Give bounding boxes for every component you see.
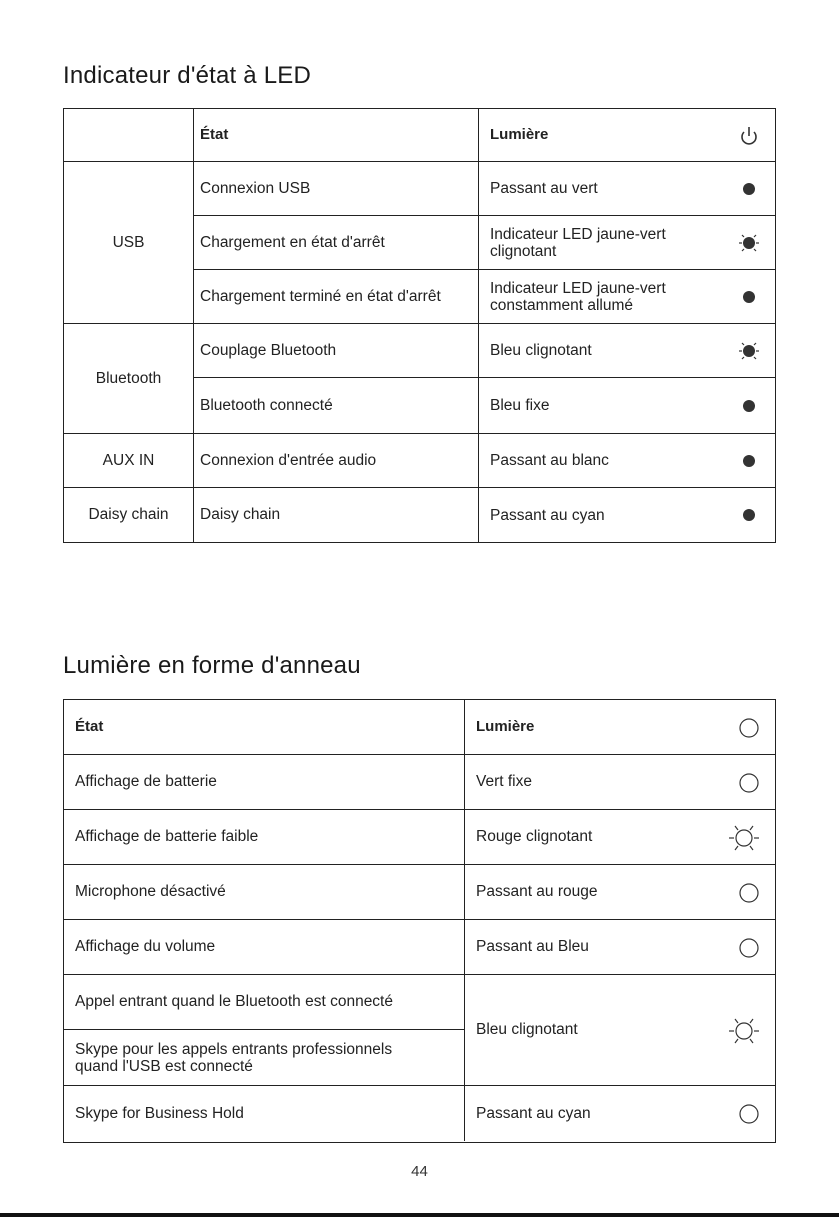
light-cell: Passant au cyan <box>476 1104 591 1122</box>
light-cell: Passant au Bleu <box>465 920 775 975</box>
state-cell: Connexion d'entrée audio <box>194 434 479 488</box>
solid-dot-icon <box>742 454 756 473</box>
solid-dot-icon <box>742 290 756 309</box>
light-cell: Passant au blanc <box>479 434 775 488</box>
state-cell: Daisy chain <box>194 488 479 542</box>
state-cell: Skype for Business Hold <box>64 1086 465 1141</box>
light-cell: Indicateur LED jaune-vert clignotant <box>479 216 775 270</box>
light-cell: Rouge clignotant <box>465 810 775 865</box>
state-cell: Chargement en état d'arrêt <box>194 216 479 270</box>
light-cell: Bleu fixe <box>479 378 775 434</box>
light-cell: Indicateur LED jaune-vert constamment allumé <box>479 270 775 324</box>
ring-section-title: Lumière en forme d'anneau <box>63 652 361 679</box>
solid-dot-icon <box>742 182 756 201</box>
light-cell: Bleu clignotant <box>465 975 775 1086</box>
light-cell: Passant au rouge <box>465 865 775 920</box>
ring-icon <box>738 882 760 909</box>
group-label: AUX IN <box>64 434 194 488</box>
group-label: Daisy chain <box>64 488 194 542</box>
blinking-dot-icon <box>735 232 763 259</box>
led-section-title: Indicateur d'état à LED <box>63 62 311 89</box>
group-label: USB <box>64 162 194 324</box>
state-cell: Connexion USB <box>194 162 479 216</box>
light-cell: Bleu clignotant <box>479 324 775 378</box>
ring-icon <box>738 1103 760 1130</box>
solid-dot-icon <box>742 399 756 418</box>
ring-icon <box>738 717 760 744</box>
state-cell: Affichage de batterie <box>64 755 465 810</box>
group-label: Bluetooth <box>64 324 194 434</box>
led-status-table <box>63 108 776 543</box>
power-icon <box>739 124 759 153</box>
state-cell: Appel entrant quand le Bluetooth est connecté <box>64 975 465 1030</box>
state-cell: Bluetooth connecté <box>194 378 479 434</box>
state-cell: Skype pour les appels entrants professionnels quand l'USB est connecté <box>64 1030 465 1086</box>
blinking-dot-icon <box>735 340 763 367</box>
state-cell: Affichage du volume <box>64 920 465 975</box>
header-state: État <box>194 109 479 162</box>
page-number: 44 <box>411 1163 428 1180</box>
header-light: Lumière <box>479 109 775 162</box>
state-cell: Chargement terminé en état d'arrêt <box>194 270 479 324</box>
ring-light-table <box>63 699 776 1143</box>
ring-icon <box>738 772 760 799</box>
header-light: Lumière <box>465 700 775 755</box>
state-cell: Couplage Bluetooth <box>194 324 479 378</box>
state-cell: Microphone désactivé <box>64 865 465 920</box>
bottom-rule <box>0 1213 839 1217</box>
light-cell: Vert fixe <box>465 755 775 810</box>
header-empty <box>64 109 194 162</box>
light-cell: Passant au vert <box>479 162 775 216</box>
solid-dot-icon <box>742 508 756 527</box>
light-cell: Passant au cyan <box>490 506 605 524</box>
state-cell: Affichage de batterie faible <box>64 810 465 865</box>
ring-icon <box>738 937 760 964</box>
blinking-ring-icon <box>727 1017 761 1050</box>
blinking-ring-icon <box>727 824 761 857</box>
header-state: État <box>64 700 465 755</box>
